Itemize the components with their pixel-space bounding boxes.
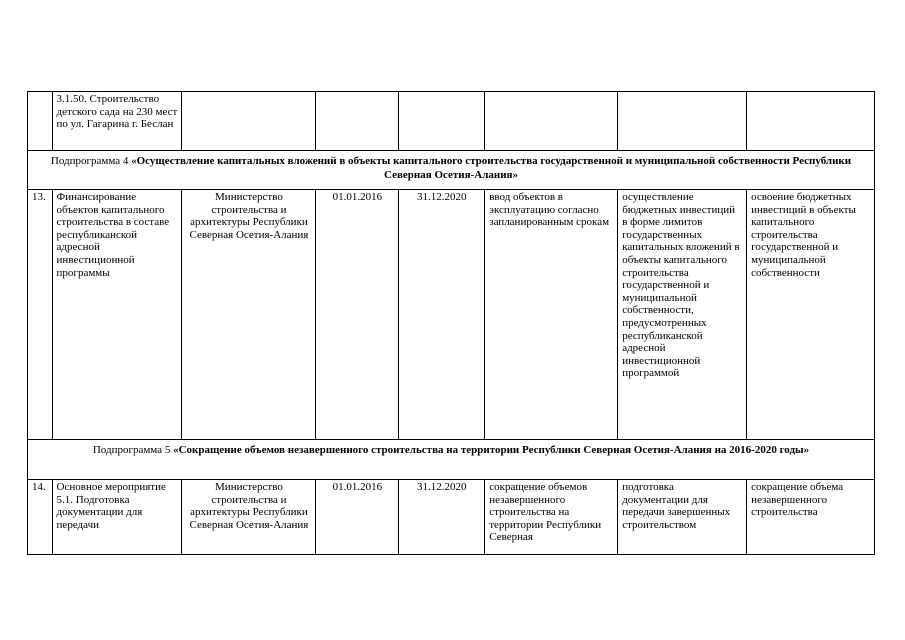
subprogram-header-row [28,440,875,480]
start-date: 01.01.2016 [316,190,399,440]
start-date: 01.01.2016 [316,480,399,555]
subprogram-5-title: «Сокращение объемов незавершенного строительства на территории Республики Северная Осетия-Алания на 2016-2020 годы» [173,444,810,456]
activity-name: Финансирование объектов капитального строительства в составе республиканской адресной инвестиционной программы [52,190,182,440]
expected-result [485,92,618,151]
subprogram-5-prefix: Подпрограмма 5 [92,444,174,456]
executor [182,92,316,151]
expected-result: сокращение объемов незавершенного строительства на территории Республики Северная [485,480,618,555]
activity-name: 3.1.50. Строительство детского сада на 230 мест по ул. Гагарина г. Беслан [52,92,182,151]
end-date: 31.12.2020 [399,480,485,555]
consequence: подготовка документации для передачи завершенных строительством [618,480,747,555]
activity-name: Основное мероприятие 5.1. Подготовка документации для передачи [52,480,182,555]
consequence [618,92,747,151]
row-number [28,92,53,151]
row-number: 14. [28,480,53,555]
table-row [28,480,875,555]
indicator: сокращение объема незавершенного строительства [747,480,875,555]
subprogram-4-prefix: Подпрограмма 4 [50,155,132,167]
subprogram-4-title: «Осуществление капитальных вложений в объекты капитального строительства государственной и муниципальной собственности Республики Северная Осетия-Алания» [131,155,852,181]
end-date: 31.12.2020 [399,190,485,440]
indicator: освоение бюджетных инвестиций в объекты капитального строительства государственной и муниципальной собственности [747,190,875,440]
consequence: осуществление бюджетных инвестиций в форме лимитов государственных капитальных вложений в объекты капитального строительства государственной и муниципальной собственности, предусмотренных республиканской адресной инвестиционной программой [618,190,747,440]
indicator [747,92,875,151]
table-row [28,190,875,440]
start-date [316,92,399,151]
executor: Министерство строительства и архитектуры Республики Северная Осетия-Алания [182,480,316,555]
subprogram-header-row [28,151,875,190]
table-row [28,92,875,151]
program-activities-table [27,91,875,555]
subprogram-5-heading [28,440,875,480]
subprogram-4-heading [28,151,875,190]
executor: Министерство строительства и архитектуры Республики Северная Осетия-Алания [182,190,316,440]
end-date [399,92,485,151]
row-number: 13. [28,190,53,440]
expected-result: ввод объектов в эксплуатацию согласно запланированным срокам [485,190,618,440]
